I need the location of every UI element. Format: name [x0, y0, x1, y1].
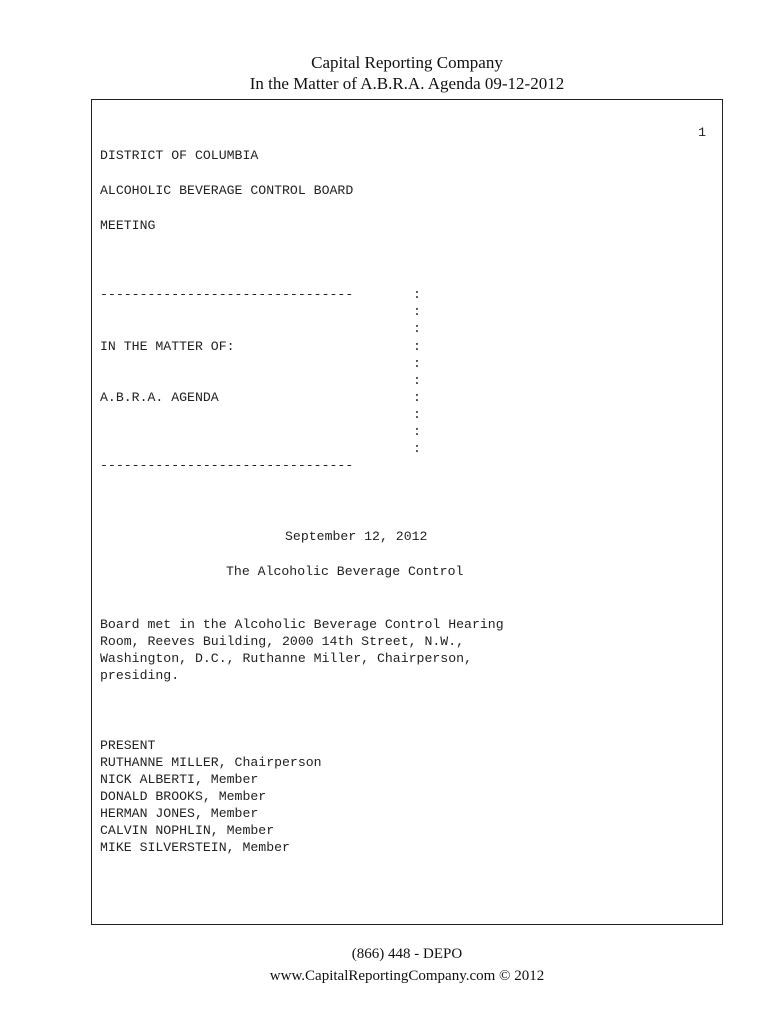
present-member: NICK ALBERTI, Member — [100, 772, 259, 787]
present-member: DONALD BROOKS, Member — [100, 789, 267, 804]
caption-colon: : — [413, 304, 421, 319]
present-member: RUTHANNE MILLER, Chairperson — [100, 755, 322, 770]
caption-colon: : — [413, 287, 421, 302]
phone-number: (866) 448 - DEPO — [351, 946, 463, 962]
present-member: MIKE SILVERSTEIN, Member — [100, 840, 290, 855]
page-footer — [0, 943, 770, 987]
matter-label: IN THE MATTER OF: — [100, 339, 235, 354]
caption-colon: : — [413, 424, 421, 439]
body-title: The Alcoholic Beverage Control — [226, 564, 464, 579]
board-line: ALCOHOLIC BEVERAGE CONTROL BOARD — [100, 183, 354, 198]
paragraph-line: Board met in the Alcoholic Beverage Control Hearing — [100, 617, 504, 632]
present-heading: PRESENT — [100, 738, 156, 753]
paragraph-line: presiding. — [100, 668, 180, 683]
page-number: 1 — [698, 125, 706, 140]
present-member: HERMAN JONES, Member — [100, 806, 259, 821]
paragraph-line: Room, Reeves Building, 2000 14th Street, N.W., — [100, 634, 465, 649]
caption-colon: : — [413, 390, 421, 405]
company-name: Capital Reporting Company — [311, 53, 503, 72]
caption-rule-top: -------------------------------- — [100, 287, 354, 302]
paragraph-line: Washington, D.C., Ruthanne Miller, Chairperson, — [100, 651, 472, 666]
page-header — [0, 52, 770, 94]
matter-title: In the Matter of A.B.R.A. Agenda 09-12-2012 — [249, 74, 565, 93]
caption-rule-bottom: -------------------------------- — [100, 458, 354, 473]
agenda-label: A.B.R.A. AGENDA — [100, 390, 219, 405]
caption-colon: : — [413, 373, 421, 388]
caption-colon: : — [413, 407, 421, 422]
transcript-page — [91, 99, 723, 925]
present-member: CALVIN NOPHLIN, Member — [100, 823, 275, 838]
caption-colon: : — [413, 441, 421, 456]
caption-colon: : — [413, 356, 421, 371]
website-copyright: www.CapitalReportingCompany.com © 2012 — [269, 968, 545, 984]
caption-colon: : — [413, 339, 421, 354]
meeting-line: MEETING — [100, 218, 156, 233]
caption-colon: : — [413, 321, 421, 336]
meeting-date: September 12, 2012 — [285, 529, 428, 544]
district-line: DISTRICT OF COLUMBIA — [100, 148, 259, 163]
